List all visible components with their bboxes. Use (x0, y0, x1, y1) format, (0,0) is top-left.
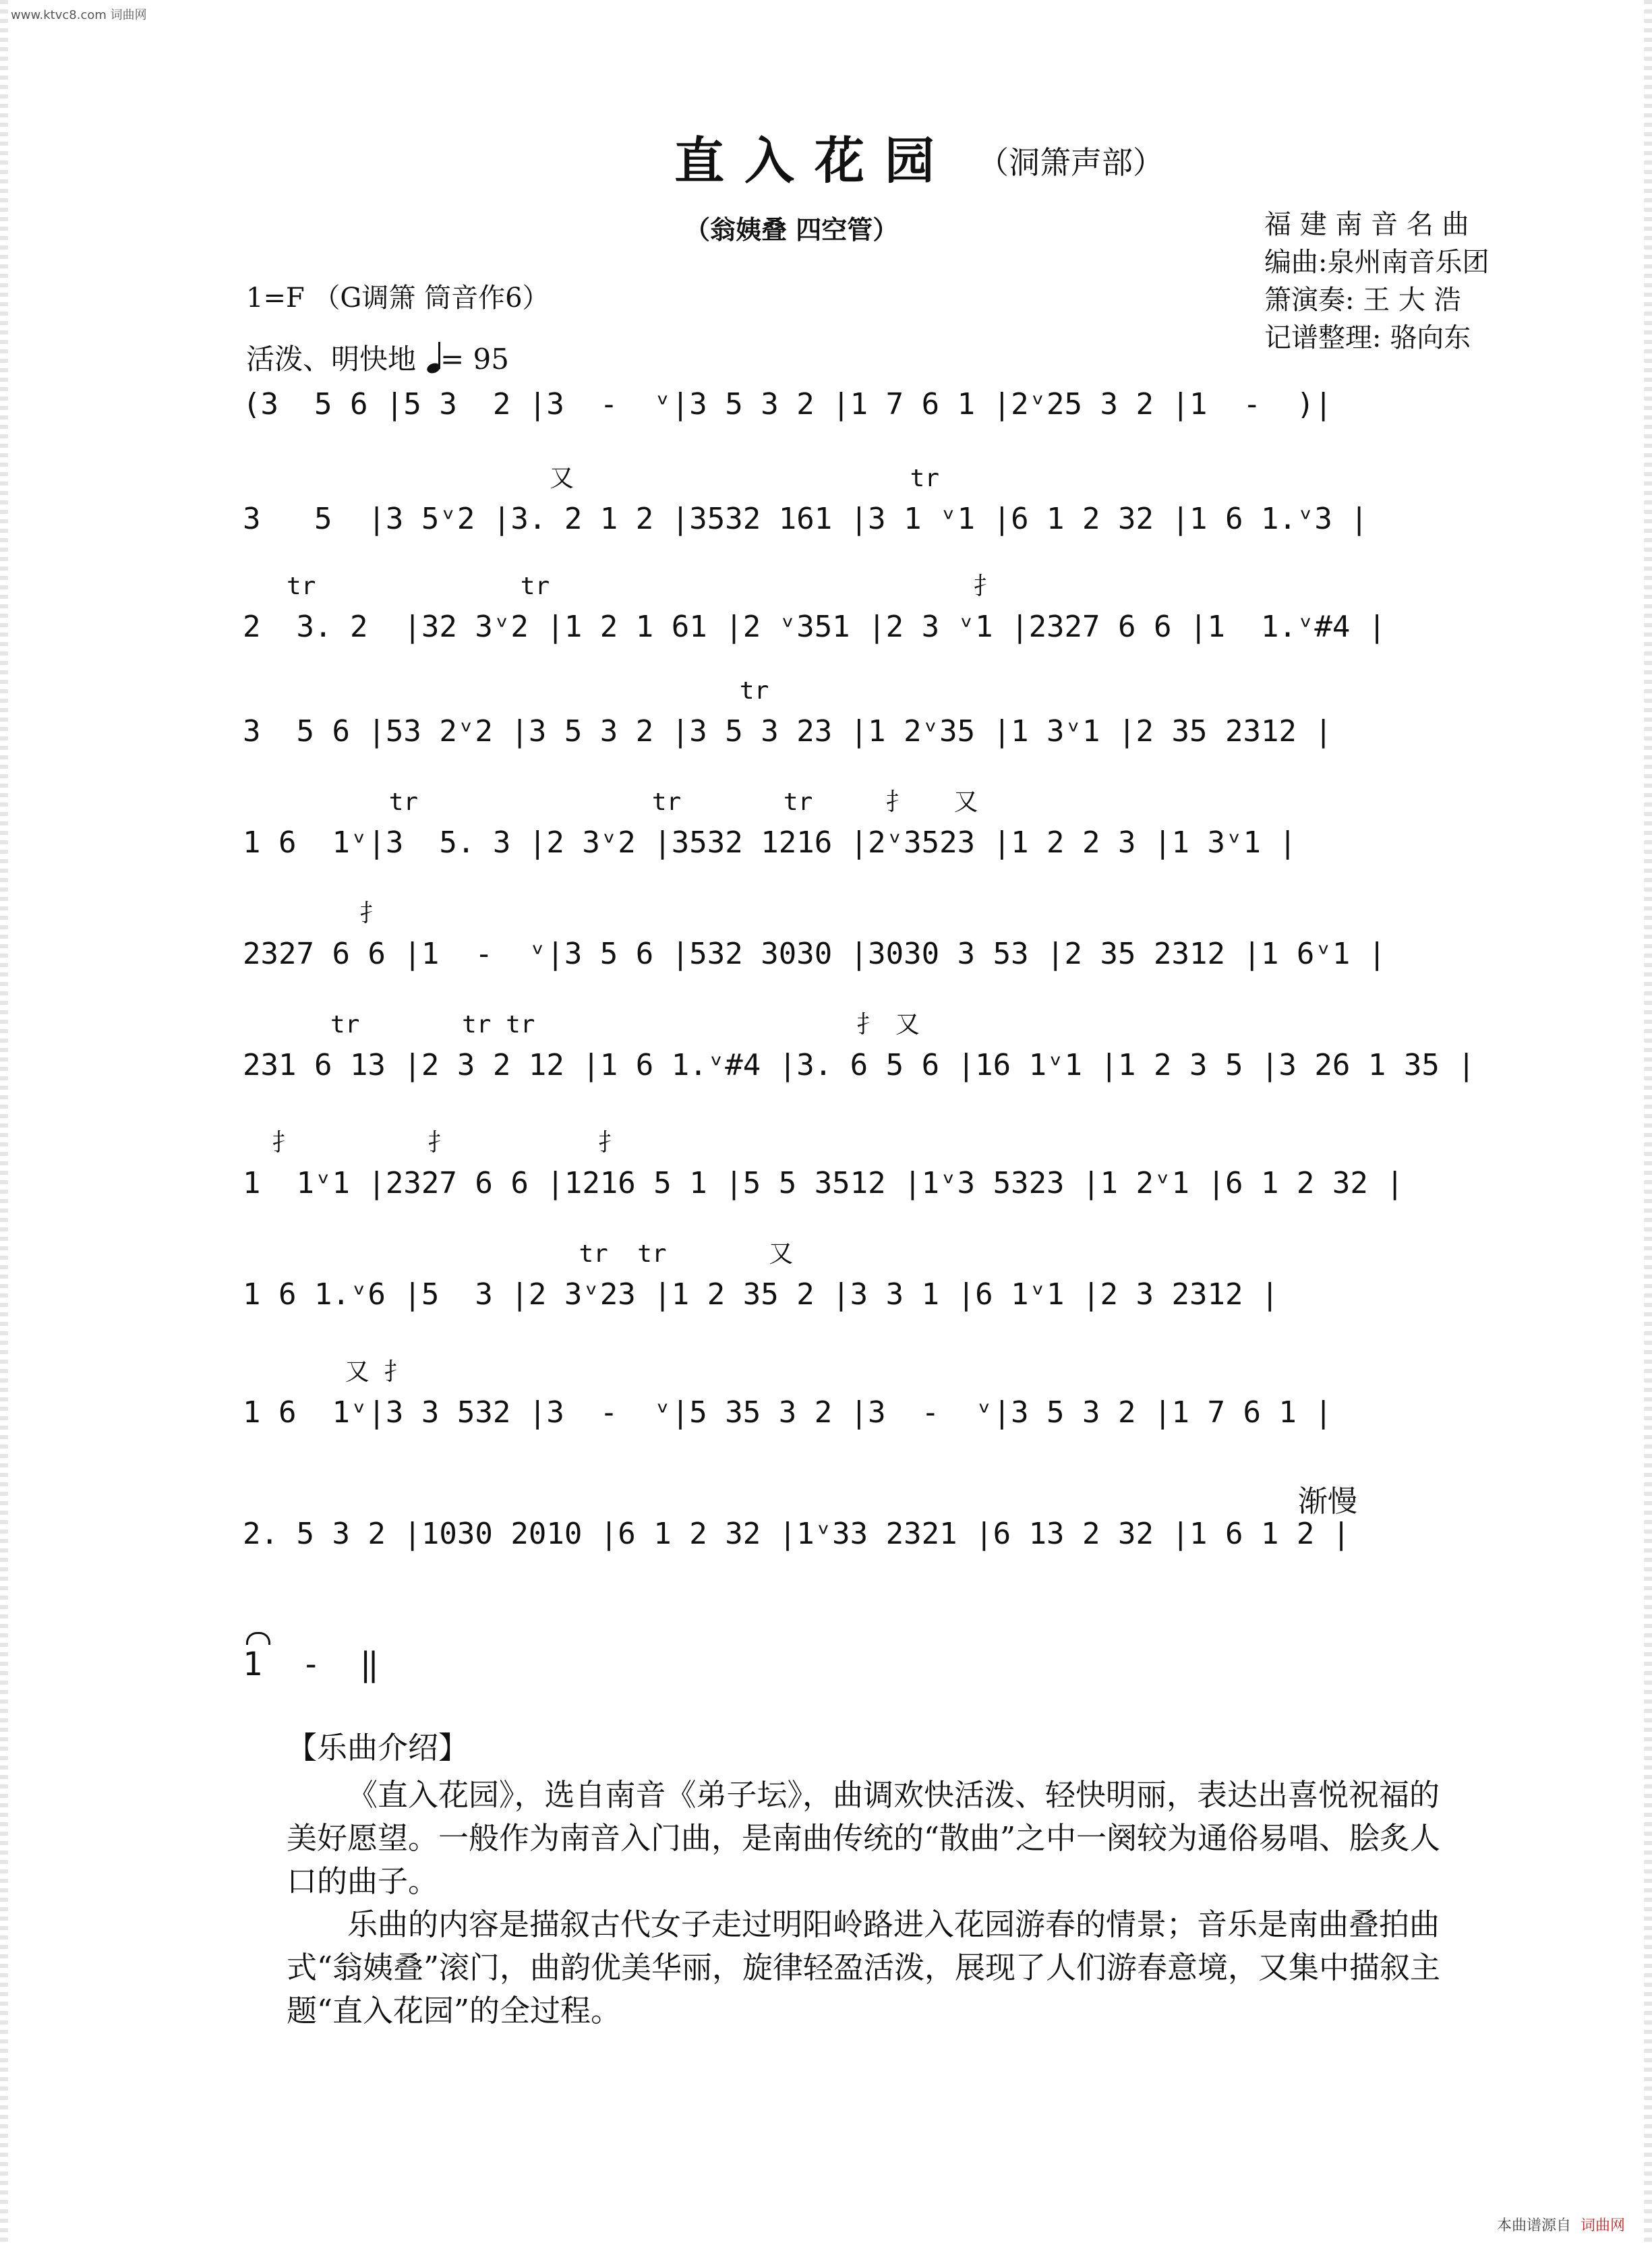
score-line: 1 1ᵛ1 |2327 6 6 |1216 5 1 |5 5 3512 |1ᵛ3 5323 |1 2ᵛ1 |6 1 2 32 | (243, 1166, 1404, 1200)
score-line: 3 5 |3 5ᵛ2 |3. 2 1 2 |3532 161 |3 1 ᵛ1 |6 1 2 32 |1 6 1.ᵛ3 | (243, 502, 1368, 536)
score-line: 3 5 6 |53 2ᵛ2 |3 5 3 2 |3 5 3 23 |1 2ᵛ35 |1 3ᵛ1 |2 35 2312 | (243, 714, 1332, 749)
left-page-border (0, 0, 8, 2243)
final-line: 1 - ‖ (243, 1645, 380, 1683)
score-line: 2 3. 2 |32 3ᵛ2 |1 2 1 61 |2 ᵛ351 |2 3 ᵛ1 |2327 6 6 |1 1.ᵛ#4 | (243, 610, 1386, 644)
page-title: 直入花园 (674, 132, 955, 190)
ornament-row: 又 扌 (243, 1358, 409, 1386)
score-line: 1 6 1.ᵛ6 |5 3 |2 3ᵛ23 |1 2 35 2 |3 3 1 |6 1ᵛ1 |2 3 2312 | (243, 1277, 1279, 1312)
ornament-row (243, 351, 1510, 378)
right-page-border (1644, 0, 1652, 2243)
ornament-row: tr tr 又 (243, 1240, 794, 1268)
ornament-row: 扌 扌 扌 (243, 1129, 623, 1157)
footer-source: 本曲谱源自 (1496, 2217, 1571, 2234)
credit-origin: 福 建 南 音 名 曲 (1264, 209, 1469, 240)
tempo-value: = 95 (440, 343, 510, 376)
intro-heading: 【乐曲介绍】 (287, 1730, 469, 1766)
site-label[interactable]: www.ktvc8.com 词曲网 (11, 8, 147, 22)
intro-section (287, 1726, 1460, 2033)
intro-paragraph: 《直入花园》，选自南音《弟子坛》，曲调欢快活泼、轻快明丽，表达出喜悦祝福的美好愿望。一般作为南音入门曲，是南曲传统的“散曲”之中一阕较为通俗易唱、脍炙人口的曲子。 (287, 1777, 1441, 1899)
ornament-row: tr tr tr 扌 又 (243, 1011, 920, 1039)
tempo-change: 渐慢 (1298, 1484, 1357, 1519)
title-subpart: （洞箫声部） (978, 144, 1164, 181)
footer (1497, 2214, 1625, 2235)
credit-performer: 箫演奏: 王 大 浩 (1264, 285, 1461, 316)
score-line: 2. 5 3 2 |1030 2010 |6 1 2 32 |1ᵛ33 2321 |6 13 2 32 |1 6 1 2 | (243, 1517, 1351, 1551)
subtitle: （翁姨叠 四空管） (684, 214, 899, 245)
ornament-row: 又 tr (243, 465, 939, 492)
score-line: 1 6 1ᵛ|3 5. 3 |2 3ᵛ2 |3532 1216 |2ᵛ3523 |1 2 2 3 |1 3ᵛ1 | (243, 825, 1297, 860)
score-line: (3 5 6 |5 3 2 |3 - ᵛ|3 5 3 2 |1 7 6 1 |2ᵛ25 3 2 |1 - )| (243, 387, 1332, 421)
ornament-row: tr tr 扌 (243, 573, 998, 600)
score-line: 231 6 13 |2 3 2 12 |1 6 1.ᵛ#4 |3. 6 5 6 |16 1ᵛ1 |1 2 3 5 |3 26 1 35 | (243, 1048, 1475, 1082)
score-line: 1 6 1ᵛ|3 3 532 |3 - ᵛ|5 35 3 2 |3 - ᵛ|3 5 3 2 |1 7 6 1 | (243, 1395, 1332, 1430)
tempo-text: 活泼、明快地 (246, 343, 417, 376)
credit-arranger: 编曲:泉州南音乐团 (1264, 247, 1489, 278)
score-line: 2327 6 6 |1 - ᵛ|3 5 6 |532 3030 |3030 3 53 |2 35 2312 |1 6ᵛ1 | (243, 937, 1386, 971)
fermata-icon (246, 1632, 270, 1645)
intro-paragraph: 乐曲的内容是描叙古代女子走过明阳岭路进入花园游春的情景；音乐是南曲叠拍曲式“翁姨叠”滚门，曲韵优美华丽，旋律轻盈活泼，展现了人们游春意境，又集中描叙主题“直入花园”的全过程。 (287, 1906, 1441, 2029)
credit-transcriber: 记谱整理: 骆向东 (1264, 322, 1471, 353)
ornament-row: 扌 (243, 900, 384, 927)
ornament-row: tr tr tr 扌 又 (243, 788, 978, 816)
key-signature: 1=F （G调箫 筒音作6） (246, 283, 550, 314)
ornament-row: tr (243, 677, 769, 705)
credits (1264, 206, 1489, 357)
footer-site-link[interactable]: 词曲网 (1580, 2217, 1625, 2234)
